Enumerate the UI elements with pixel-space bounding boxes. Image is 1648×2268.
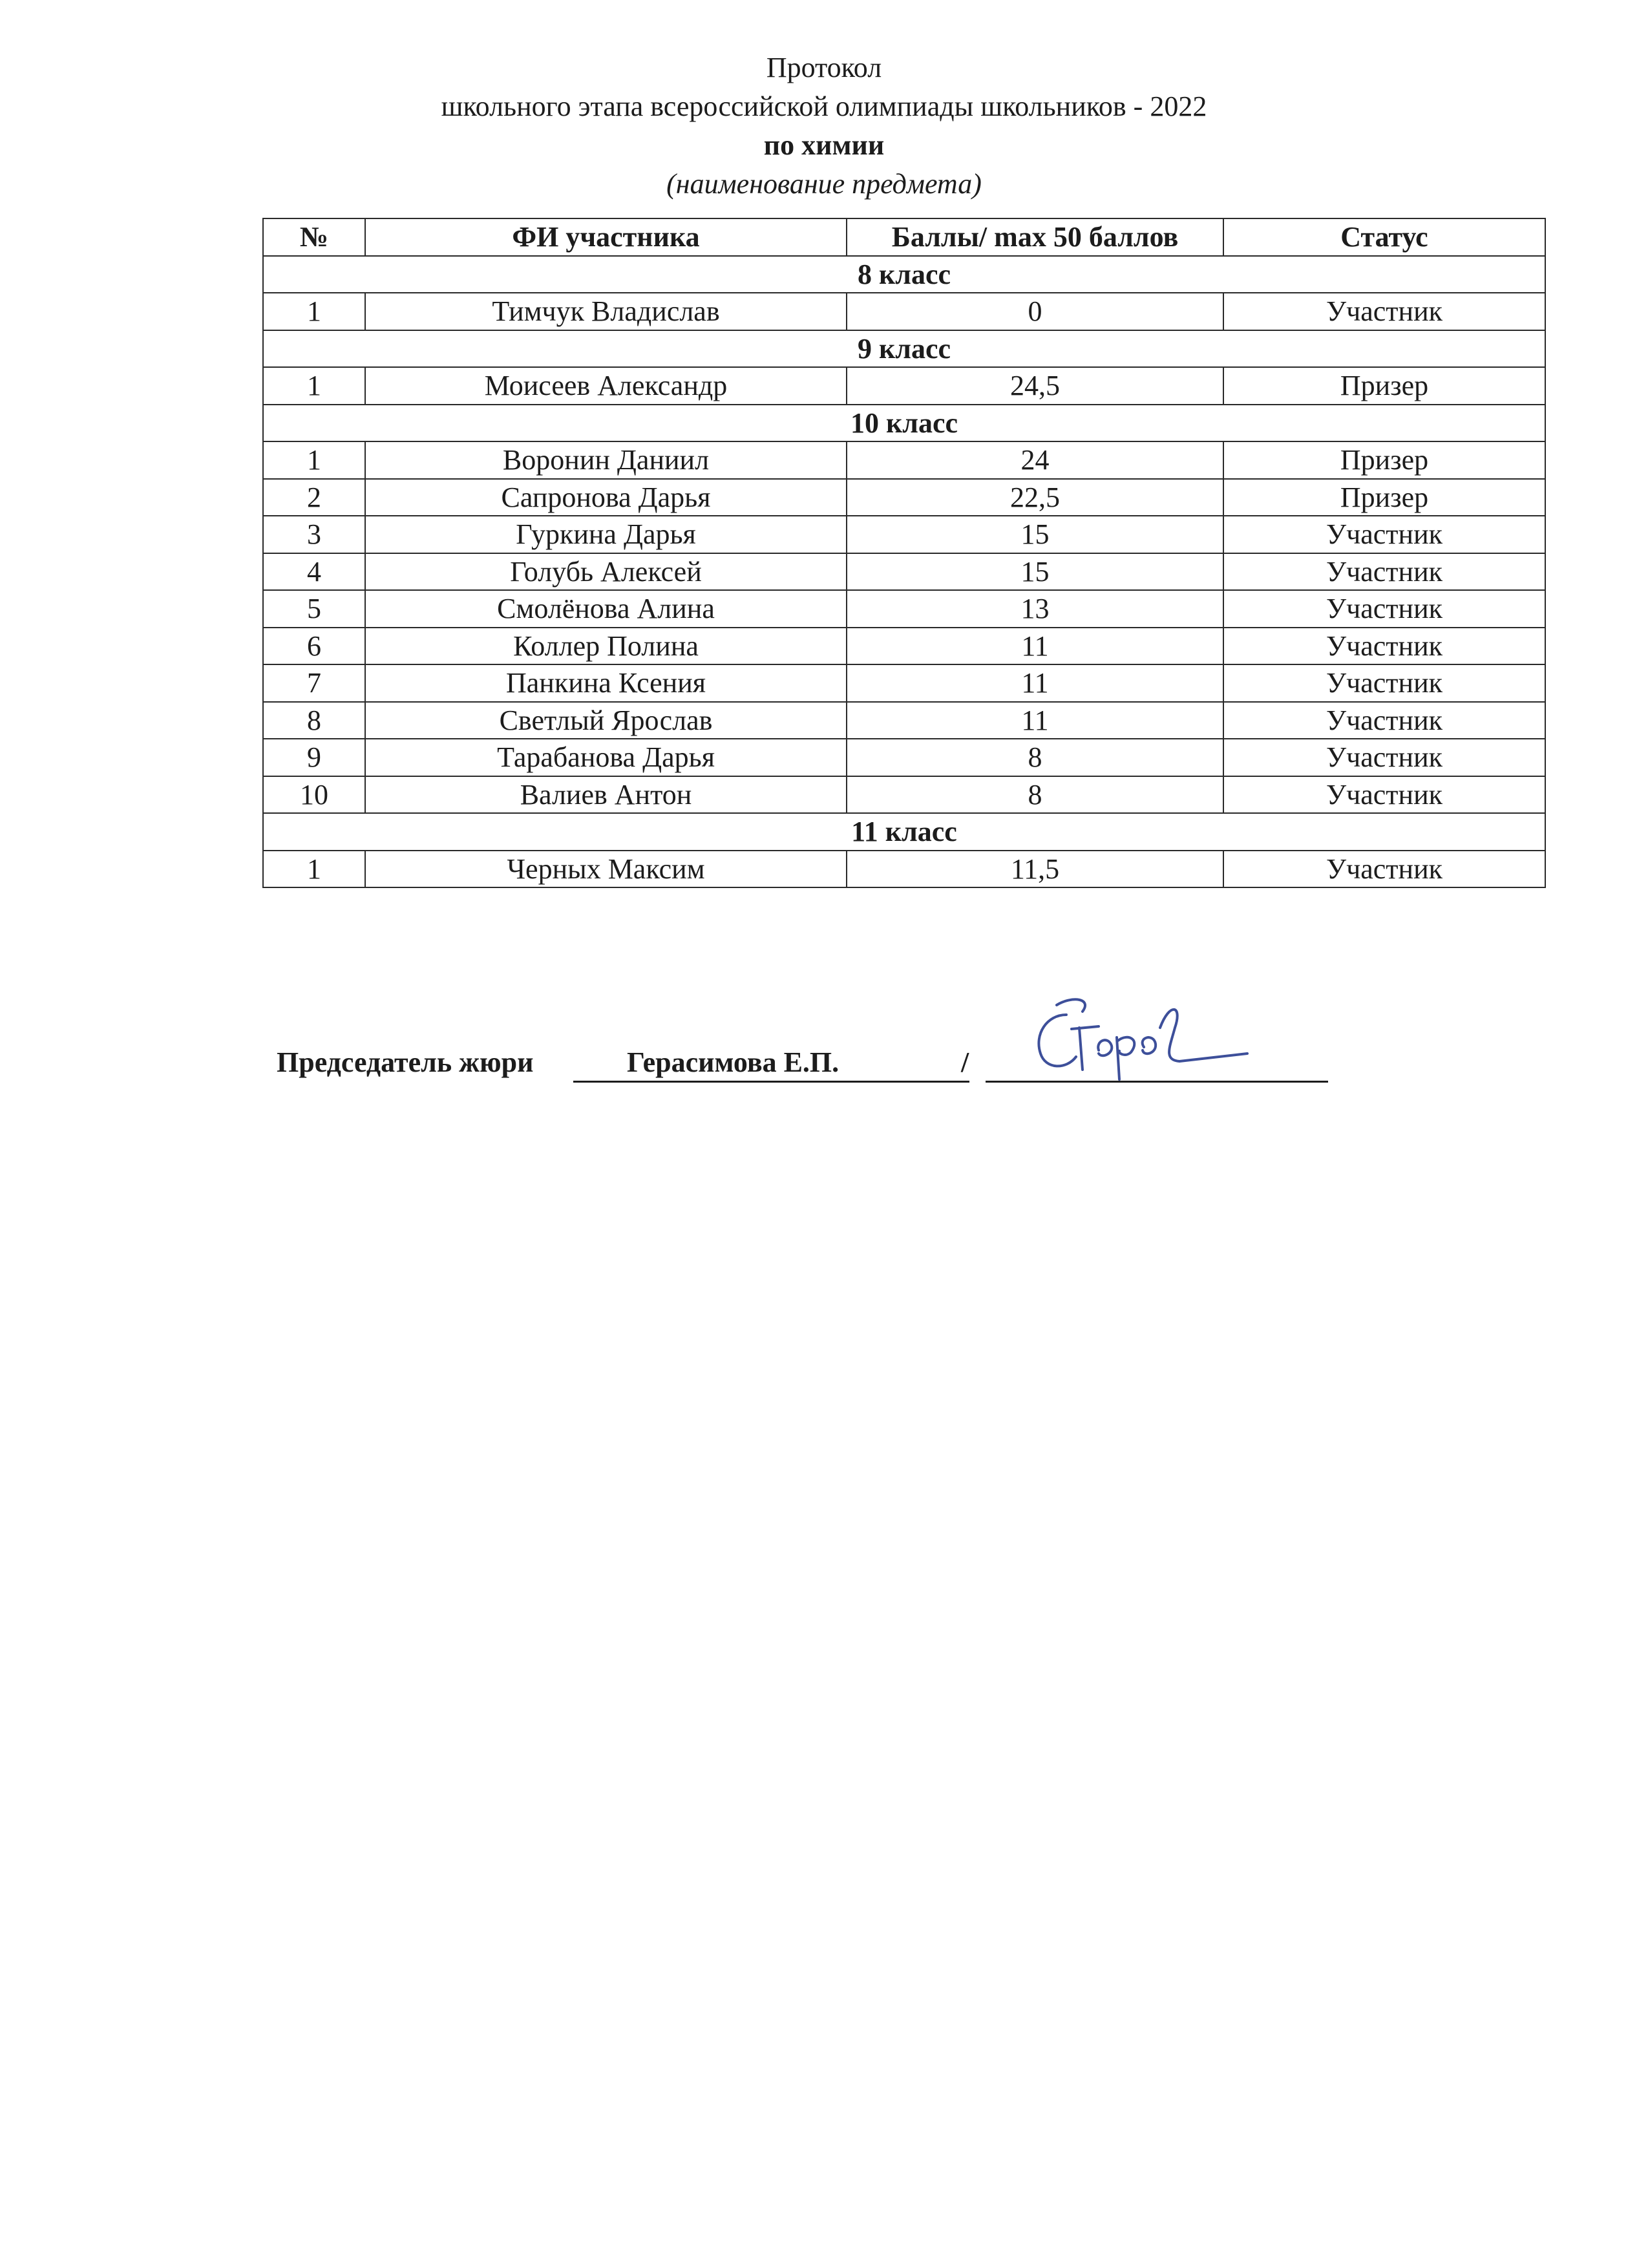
table-header-row — [263, 218, 1545, 256]
participant-score: 0 — [847, 293, 1223, 330]
participant-score: 15 — [847, 516, 1223, 553]
participant-name: Сапронова Дарья — [365, 479, 847, 516]
column-header-name: ФИ участника — [365, 218, 847, 256]
table-row — [263, 702, 1545, 739]
protocol-title: Протокол — [766, 52, 882, 83]
table-row — [263, 516, 1545, 553]
grade-group-row — [263, 330, 1545, 368]
table-row — [263, 293, 1545, 330]
participant-number: 5 — [263, 590, 365, 628]
column-header-score: Баллы/ max 50 баллов — [847, 218, 1223, 256]
participant-score: 15 — [847, 553, 1223, 591]
document-header — [0, 48, 1648, 204]
participant-name: Светлый Ярослав — [365, 702, 847, 739]
participant-score: 24 — [847, 441, 1223, 479]
grade-group-row — [263, 813, 1545, 851]
participant-status: Участник — [1223, 590, 1545, 628]
participant-number: 3 — [263, 516, 365, 553]
participant-name: Тимчук Владислав — [365, 293, 847, 330]
participant-name: Черных Максим — [365, 851, 847, 888]
handwritten-signature — [1021, 989, 1254, 1086]
subject-caption: (наименование предмета) — [666, 168, 982, 200]
participant-number: 2 — [263, 479, 365, 516]
table-row — [263, 664, 1545, 702]
participant-status: Участник — [1223, 851, 1545, 888]
grade-group-title: 11 класс — [263, 813, 1545, 851]
table-row — [263, 851, 1545, 888]
participant-score: 11 — [847, 664, 1223, 702]
participant-score: 8 — [847, 739, 1223, 776]
signature-separator: / — [961, 1046, 969, 1078]
olympiad-title: школьного этапа всероссийской олимпиады школьников - 2022 — [441, 90, 1207, 122]
participant-name: Смолёнова Алина — [365, 590, 847, 628]
table-row — [263, 553, 1545, 591]
grade-group-title: 10 класс — [263, 405, 1545, 442]
grade-group-row — [263, 256, 1545, 293]
participant-name: Гуркина Дарья — [365, 516, 847, 553]
participant-name: Голубь Алексей — [365, 553, 847, 591]
participant-number: 8 — [263, 702, 365, 739]
jury-chair-name: Герасимова Е.П. — [627, 1046, 840, 1078]
results-body — [263, 256, 1545, 888]
participant-number: 1 — [263, 367, 365, 405]
participant-number: 7 — [263, 664, 365, 702]
grade-group-row — [263, 405, 1545, 442]
participant-score: 8 — [847, 776, 1223, 814]
column-header-number: № — [263, 218, 365, 256]
grade-group-title: 8 класс — [263, 256, 1545, 293]
participant-score: 11 — [847, 702, 1223, 739]
jury-chair-label: Председатель жюри — [277, 1046, 534, 1078]
table-row — [263, 367, 1545, 405]
table-row — [263, 628, 1545, 665]
column-header-status: Статус — [1223, 218, 1545, 256]
participant-status: Участник — [1223, 516, 1545, 553]
participant-name: Коллер Полина — [365, 628, 847, 665]
participant-status: Призер — [1223, 441, 1545, 479]
table-row — [263, 739, 1545, 776]
participant-status: Участник — [1223, 739, 1545, 776]
participant-name: Тарабанова Дарья — [365, 739, 847, 776]
participant-status: Призер — [1223, 367, 1545, 405]
table-row — [263, 479, 1545, 516]
participant-number: 9 — [263, 739, 365, 776]
results-table — [262, 218, 1546, 888]
participant-number: 10 — [263, 776, 365, 814]
participant-score: 24,5 — [847, 367, 1223, 405]
participant-status: Участник — [1223, 702, 1545, 739]
participant-name: Воронин Даниил — [365, 441, 847, 479]
participant-name: Моисеев Александр — [365, 367, 847, 405]
participant-name: Валиев Антон — [365, 776, 847, 814]
participant-score: 13 — [847, 590, 1223, 628]
table-row — [263, 776, 1545, 814]
subject-name: по химии — [763, 129, 885, 161]
participant-number: 6 — [263, 628, 365, 665]
table-row — [263, 441, 1545, 479]
table-row — [263, 590, 1545, 628]
participant-score: 22,5 — [847, 479, 1223, 516]
participant-status: Участник — [1223, 628, 1545, 665]
participant-status: Призер — [1223, 479, 1545, 516]
participant-score: 11,5 — [847, 851, 1223, 888]
participant-number: 1 — [263, 851, 365, 888]
participant-number: 1 — [263, 293, 365, 330]
chair-name-underline — [573, 1081, 969, 1083]
participant-score: 11 — [847, 628, 1223, 665]
grade-group-title: 9 класс — [263, 330, 1545, 368]
participant-status: Участник — [1223, 553, 1545, 591]
participant-number: 1 — [263, 441, 365, 479]
participant-number: 4 — [263, 553, 365, 591]
participant-status: Участник — [1223, 664, 1545, 702]
participant-status: Участник — [1223, 293, 1545, 330]
participant-name: Панкина Ксения — [365, 664, 847, 702]
participant-status: Участник — [1223, 776, 1545, 814]
